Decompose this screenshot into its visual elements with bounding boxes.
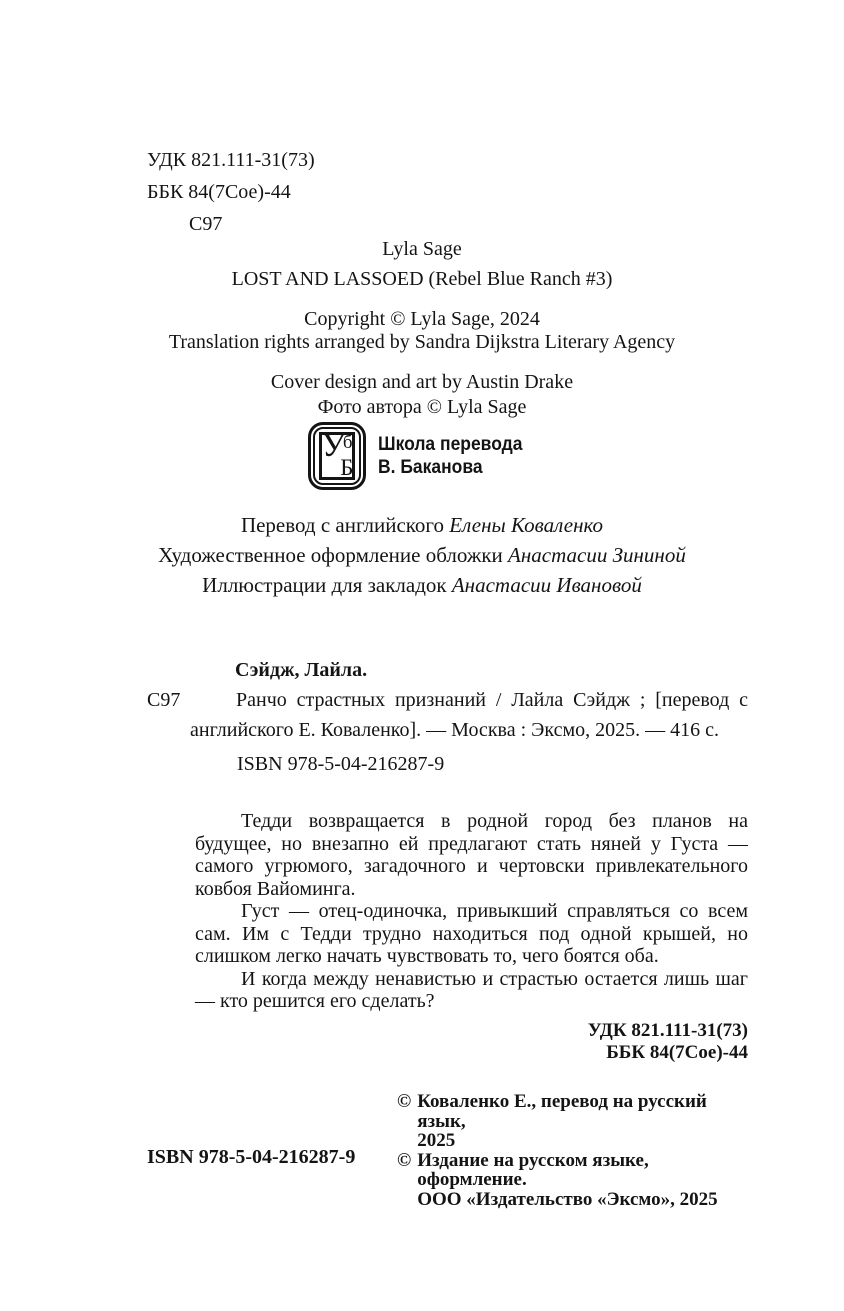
bookmark-illustrator-credit-label: Иллюстрации для закладок (202, 573, 452, 597)
copyright-entry-edition (397, 1151, 749, 1210)
udk-code-bottom: УДК 821.111-31(73) (587, 1020, 748, 1041)
translator-credit-label: Перевод с английского (240, 513, 450, 537)
logo-label-line2: В. Баканова (378, 457, 484, 478)
photo-credit: Фото автора © Lyla Sage (317, 396, 527, 418)
udk-code: УДК 821.111-31(73) (147, 149, 315, 171)
annotation-block (195, 810, 748, 1013)
bookmark-illustrator-name: Анастасии Ивановой (451, 573, 642, 597)
copyright-entry-line2: 2025 (417, 1130, 456, 1151)
bottom-classification-codes (588, 1020, 748, 1064)
copyright-entry-text (417, 1092, 749, 1151)
bookmark-illustrator-credit (0, 570, 844, 600)
footer-isbn: ISBN 978-5-04-216287-9 (147, 1146, 356, 1168)
copyright-entry-line1: Издание на русском языке, оформление. (417, 1149, 649, 1190)
catalog-isbn: ISBN 978-5-04-216287-9 (237, 753, 445, 775)
original-title-block (0, 234, 844, 420)
cover-credit: Cover design and art by Austin Drake (270, 371, 574, 393)
top-classification-codes (147, 144, 315, 240)
annotation-paragraph: Густ — отец-одиночка, привыкший справляться со всем сам. Им с Тедди трудно находиться под одной крышей, но слишком легко начать чувствовать то, чего боятся оба. (195, 900, 748, 967)
author-sign-code: С97 (189, 213, 223, 235)
copyright-symbol: © (397, 1149, 412, 1171)
logo-frame-icon (308, 422, 366, 490)
bbk-code-bottom: ББК 84(7Сое)-44 (606, 1042, 748, 1063)
translator-credit (0, 510, 844, 540)
cover-designer-credit (0, 540, 844, 570)
catalog-author-heading: Сэйдж, Лайла. (235, 659, 368, 681)
translator-name: Елены Коваленко (449, 513, 604, 537)
catalog-body (147, 685, 748, 745)
original-title: LOST AND LASSOED (Rebel Blue Ranch #3) (231, 268, 613, 290)
cover-designer-name: Анастасии Зининой (508, 543, 686, 567)
copyright-entry-translation (397, 1092, 749, 1151)
annotation-paragraph: Тедди возвращается в родной город без планов на будущее, но внезапно ей предлагают стать няней у Густа — самого угрюмого, загадочного и чертовски привлекательного ковбоя Вайоминга. (195, 810, 748, 900)
logo-monogram-icon (319, 427, 355, 480)
catalog-card (147, 655, 748, 779)
copyright-entry-line1: Коваленко Е., перевод на русский язык, (417, 1091, 707, 1132)
original-author-title (0, 234, 844, 294)
catalog-entry: Ранчо страстных признаний / Лайла Сэйдж ; [перевод с английского Е. Коваленко]. — Москва : Эксмо, 2025. — 416 с. (190, 689, 748, 741)
monogram-letter-b-small: б (342, 432, 353, 453)
original-author: Lyla Sage (382, 238, 462, 260)
monogram-letter-u: У (321, 427, 346, 464)
copyright-line: Copyright © Lyla Sage, 2024 (304, 308, 540, 330)
logo-label (378, 433, 522, 479)
russian-edition-credits (0, 510, 844, 600)
logo-inner-frame (313, 427, 361, 485)
cover-designer-credit-label: Художественное оформление обложки (158, 543, 509, 567)
footer-copyrights (397, 1092, 749, 1209)
copyright-entry-line2: ООО «Издательство «Эксмо», 2025 (417, 1188, 718, 1210)
logo-label-line1: Школа перевода (378, 434, 523, 455)
bbk-code: ББК 84(7Сое)-44 (147, 181, 291, 203)
copyright-rights-group (0, 308, 844, 354)
rights-line: Translation rights arranged by Sandra Dijkstra Literary Agency (168, 331, 676, 353)
annotation-paragraph: И когда между ненавистью и страстью остается лишь шаг — кто решится его сделать? (195, 967, 748, 1012)
catalog-author-code: С97 (147, 689, 181, 711)
translation-school-logo (0, 422, 844, 490)
monogram-letter-b-cap: Б (340, 455, 354, 480)
copyright-symbol: © (397, 1091, 412, 1112)
copyright-entry-text (417, 1151, 749, 1210)
cover-photo-group (0, 370, 844, 420)
